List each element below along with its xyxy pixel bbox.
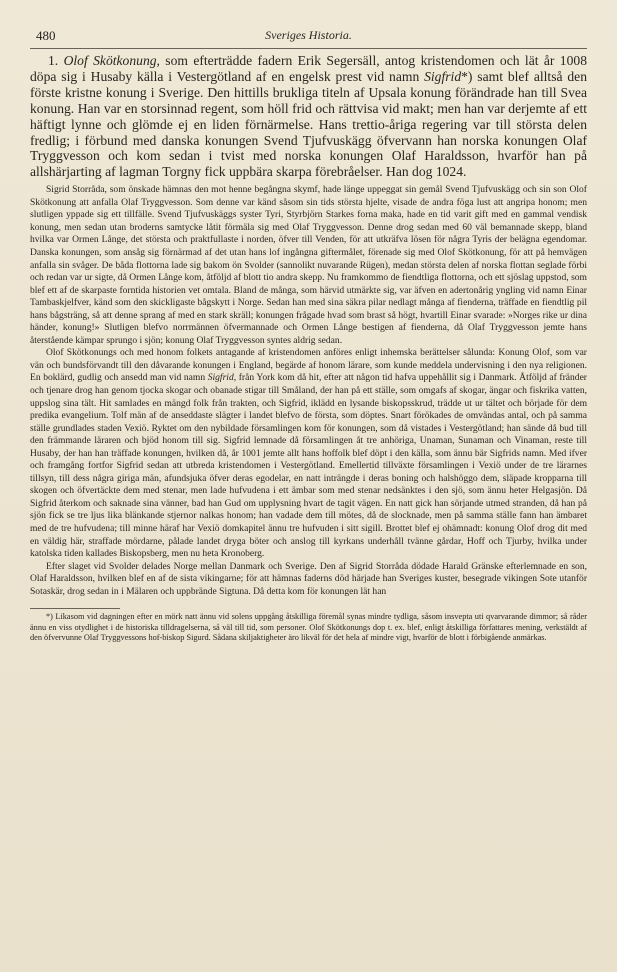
commentary-paragraph-aftermath: Efter slaget vid Svolder delades Norge mellan Danmark och Sverige. Den af Sigrid Storråda dödade Harald Gränske efterlemnade en son, Olaf Haraldsson, hvilken blef en af de sista vikingarne; för att hämnas faderns död härjade han Sveriges kuster, besegrade vikingen Sote utanför Sotaskär, drog sedan in i Mälaren och uppbrände Sigtuna. Då detta kom för konungen lät han [30,560,587,597]
page-number: 480 [36,28,56,43]
page-header [30,26,587,49]
paragraph-number: 1. [48,53,59,68]
footnote-divider [30,608,120,609]
footnote: *) Likasom vid dagningen efter en mörk natt ännu vid solens uppgång åtskilliga föremål synas mindre tydliga, såsom insvepta uti qvarvarande dimmor; så råder ännu en viss otydlighet i de historiska tilldragelserna, så väl till tid, som personer. Olof Skötkonungs dop t. ex. blef, enligt åtskilliga författares mening, verkstäldt af den öfvervunne Olaf Tryggvessons hof-biskop Sigurd. Sådana skiljaktigheter äro likväl för det hela af mindre vigt, hvarför de blott i förbigående anmärkas. [30,612,587,642]
running-title: Sveriges Historia. [265,28,352,42]
commentary-paragraph-svolder: Sigrid Storråda, som önskade hämnas den mot henne begångna skymf, hade länge uppeggat sin gemål Svend Tjufvuskägg och sin son Olof Skötkonung att anfalla Olaf Tryggvesson. Som denne var känd såsom sin tids största hjelte, visade de andra föga lust att angripa honom; men slutligen yppade sig ett tillfälle. Svend Tjufvuskäggs syster Tyri, Styrbjörn Starkes forna maka, hade en tid varit gift med en gammal vendisk konung, men sedan utan broderns samtycke låtit förmäla sig med Olaf Tryggvesson. Denne drog sedan med 60 väl bemannade skepp, bland hvilka var Ormen Långe, det största och praktfullaste i norden, öfver till Venden, för att utkräfva lösen för några Tyris der belägna egendomar. Danska konungen, som ansåg sig förnärmad af det utan hans lof ingångna giftermålet, förenade sig med Olof Skötkonung, för att på hemvägen anfalla sin svåger. De båda flottorna lade sig bakom ön Svolder (sannolikt nuvarande Rügen), medan största delen af norska flottan seglade förbi och redan var ur sigte, då Ormen Långe kom, åtföljd af blott tio andra skepp. Nu framkommo de fiendtliga flottorna, och ett sjöslag uppstod, som blef ett af de skarpaste forntida historien vet omtala. Bland de många, som härvid utmärkte sig, var äfven en adertonårig yngling vid namn Einar Tambaskjelfver, känd som den skickligaste bågskytt i Norge. Sedan han med sina säkra pilar nedlagt många af fienderna, träffade en fiendtlig pil hans bågsträng, så att denne sprang af med en stark skräll; konungen frågade hvad som brast så högt, hvartill Einar svarade: »Norges rike ur dina händer, konung!» Slutligen blefvo norrmännen öfvermannade och Ormen Långe bestigen af fienderna, då Olaf Tryggvesson jemte hans återstående kämpar sprungo i sjön; konung Olaf Tryggvesson syntes aldrig sedan. [30,184,587,346]
king-name: Olof Skötkonung, [63,53,160,68]
main-paragraph [30,53,587,180]
commentary-paragraph-conversion [30,347,587,560]
conversion-text-part-1: Olof Skötkonungs och med honom folkets antagande af kristendomen anföres enligt inhemska berättelser sålunda: Konung Olof, som var vän och bundsförvandt till den dåvarande konungen i England, begärde af honom lärare, som kunde meddela undervisning i den nya religionen. En boklärd, gudlig och ansedd man vid namn [30,347,587,384]
footnote-marker: *) [461,68,473,84]
main-text-part-2: samt blef alltså den förste kristne konung i Sverige. Den hittills brukliga titeln af Upsala konung förändrade han till Svea konung. Han var en storsinnad regent, som höll frid och rättvisa vid makt; men han var derjemte af ett häftigt lynne och glömde ej en liden förnärmelse. Hans trettio-åriga regering var till största delen fredlig; i förbund med danska konungen Svend Tjufvuskägg öfvervann han norska konungen Olaf Tryggvesson och kom sedan i tvist med norska konungen Olaf Haraldsson, hvarför han på allshärjarting af lagman Torgny fick uppbära skarpa förebråelser. Han dog 1024. [30,68,588,180]
sigfrid-name-small: Sigfrid, [207,372,237,384]
commentary-section [30,184,587,598]
sigfrid-name: Sigfrid [424,68,462,84]
conversion-text-part-2: från York kom då hit, efter att någon tid hafva uppehållit sig i Danmark. Åtföljd af fränder och tjenare drog han genom tjocka skogar och obanade stigar till Småland, der han på ett ställe, som omgafs af skogar, ängar och fiskrika vatten, uppslog sina tält. Hit samlades en mängd folk från trakten, och Sigfrid, iklädd en lysande biskopsskrud, trädde ut ur tältet och började för dem predika evangelium. Tolf män af de anseddaste slägter i landet blefvo de första, som döptes. Snart förökades de omvändas antal, och på samma ställe grundlades staden Vexiö. Ryktet om den nybildade församlingen kom för konungen, som då vistades i Vestergötland; han sände då bud till den främmande läraren och bjöd honom till sig. Sigfrid lemnade då församlingen åt tre anhöriga, Unaman, Sunaman och Vinaman, reste till Husaby, der han han träffade konungen, hvilken då, år 1001 jemte allt hans hoffolk blef döpt i den källa, som ännu bär Sigfrids namn. Med ifver och framgång fortfor Sigfrid sedan att utbreda kristendomen i Vestergötland. Emellertid tillväxte församlingen i Vexiö under de tre lärarnes tillsyn, till dess några giriga män, afundsjuka öfver deras egodelar, en natt inträngde i deras boning och halshöggo dem, släpade kropparna till skogen och öfvertäckte dem med stenar, men lade hufvudena i ett ämbar som med stenar nedsänktes i den sjö, som ännu heter Helgasjön. Då Sigfrid återkom och saknade sina vänner, bad han Gud om upplysning hvart de tagit vägen. En natt gick han sörjande utmed stranden, då han på sjön fick se tre ljus lika blänkande stjernor nalkas honom; han vadade dem till mötes, då de slocknade, men på samma ställe fann han ämbaret med de tre hufvudena; till minne häraf har Vexiö domkapitel ännu tre hufvuden i sitt sigill. Brottet blef ej ohämnadt: konung Olof drog dit med en väldig här, straffade mördarne, pålade landet dryga böter och anslog till kyrkans underhåll tvänne gårdar, Hoff och Tjurby, hvilka under katolska tiden kallades Biskopsberg, men nu heta Kronoberg. [30,372,587,560]
main-text-part-1: som efterträdde fadern Erik Segersäll, antog kristendomen och lät år 1008 döpa sig i Husaby källa i Vestergötland af en engelsk prest vid namn [30,53,587,84]
